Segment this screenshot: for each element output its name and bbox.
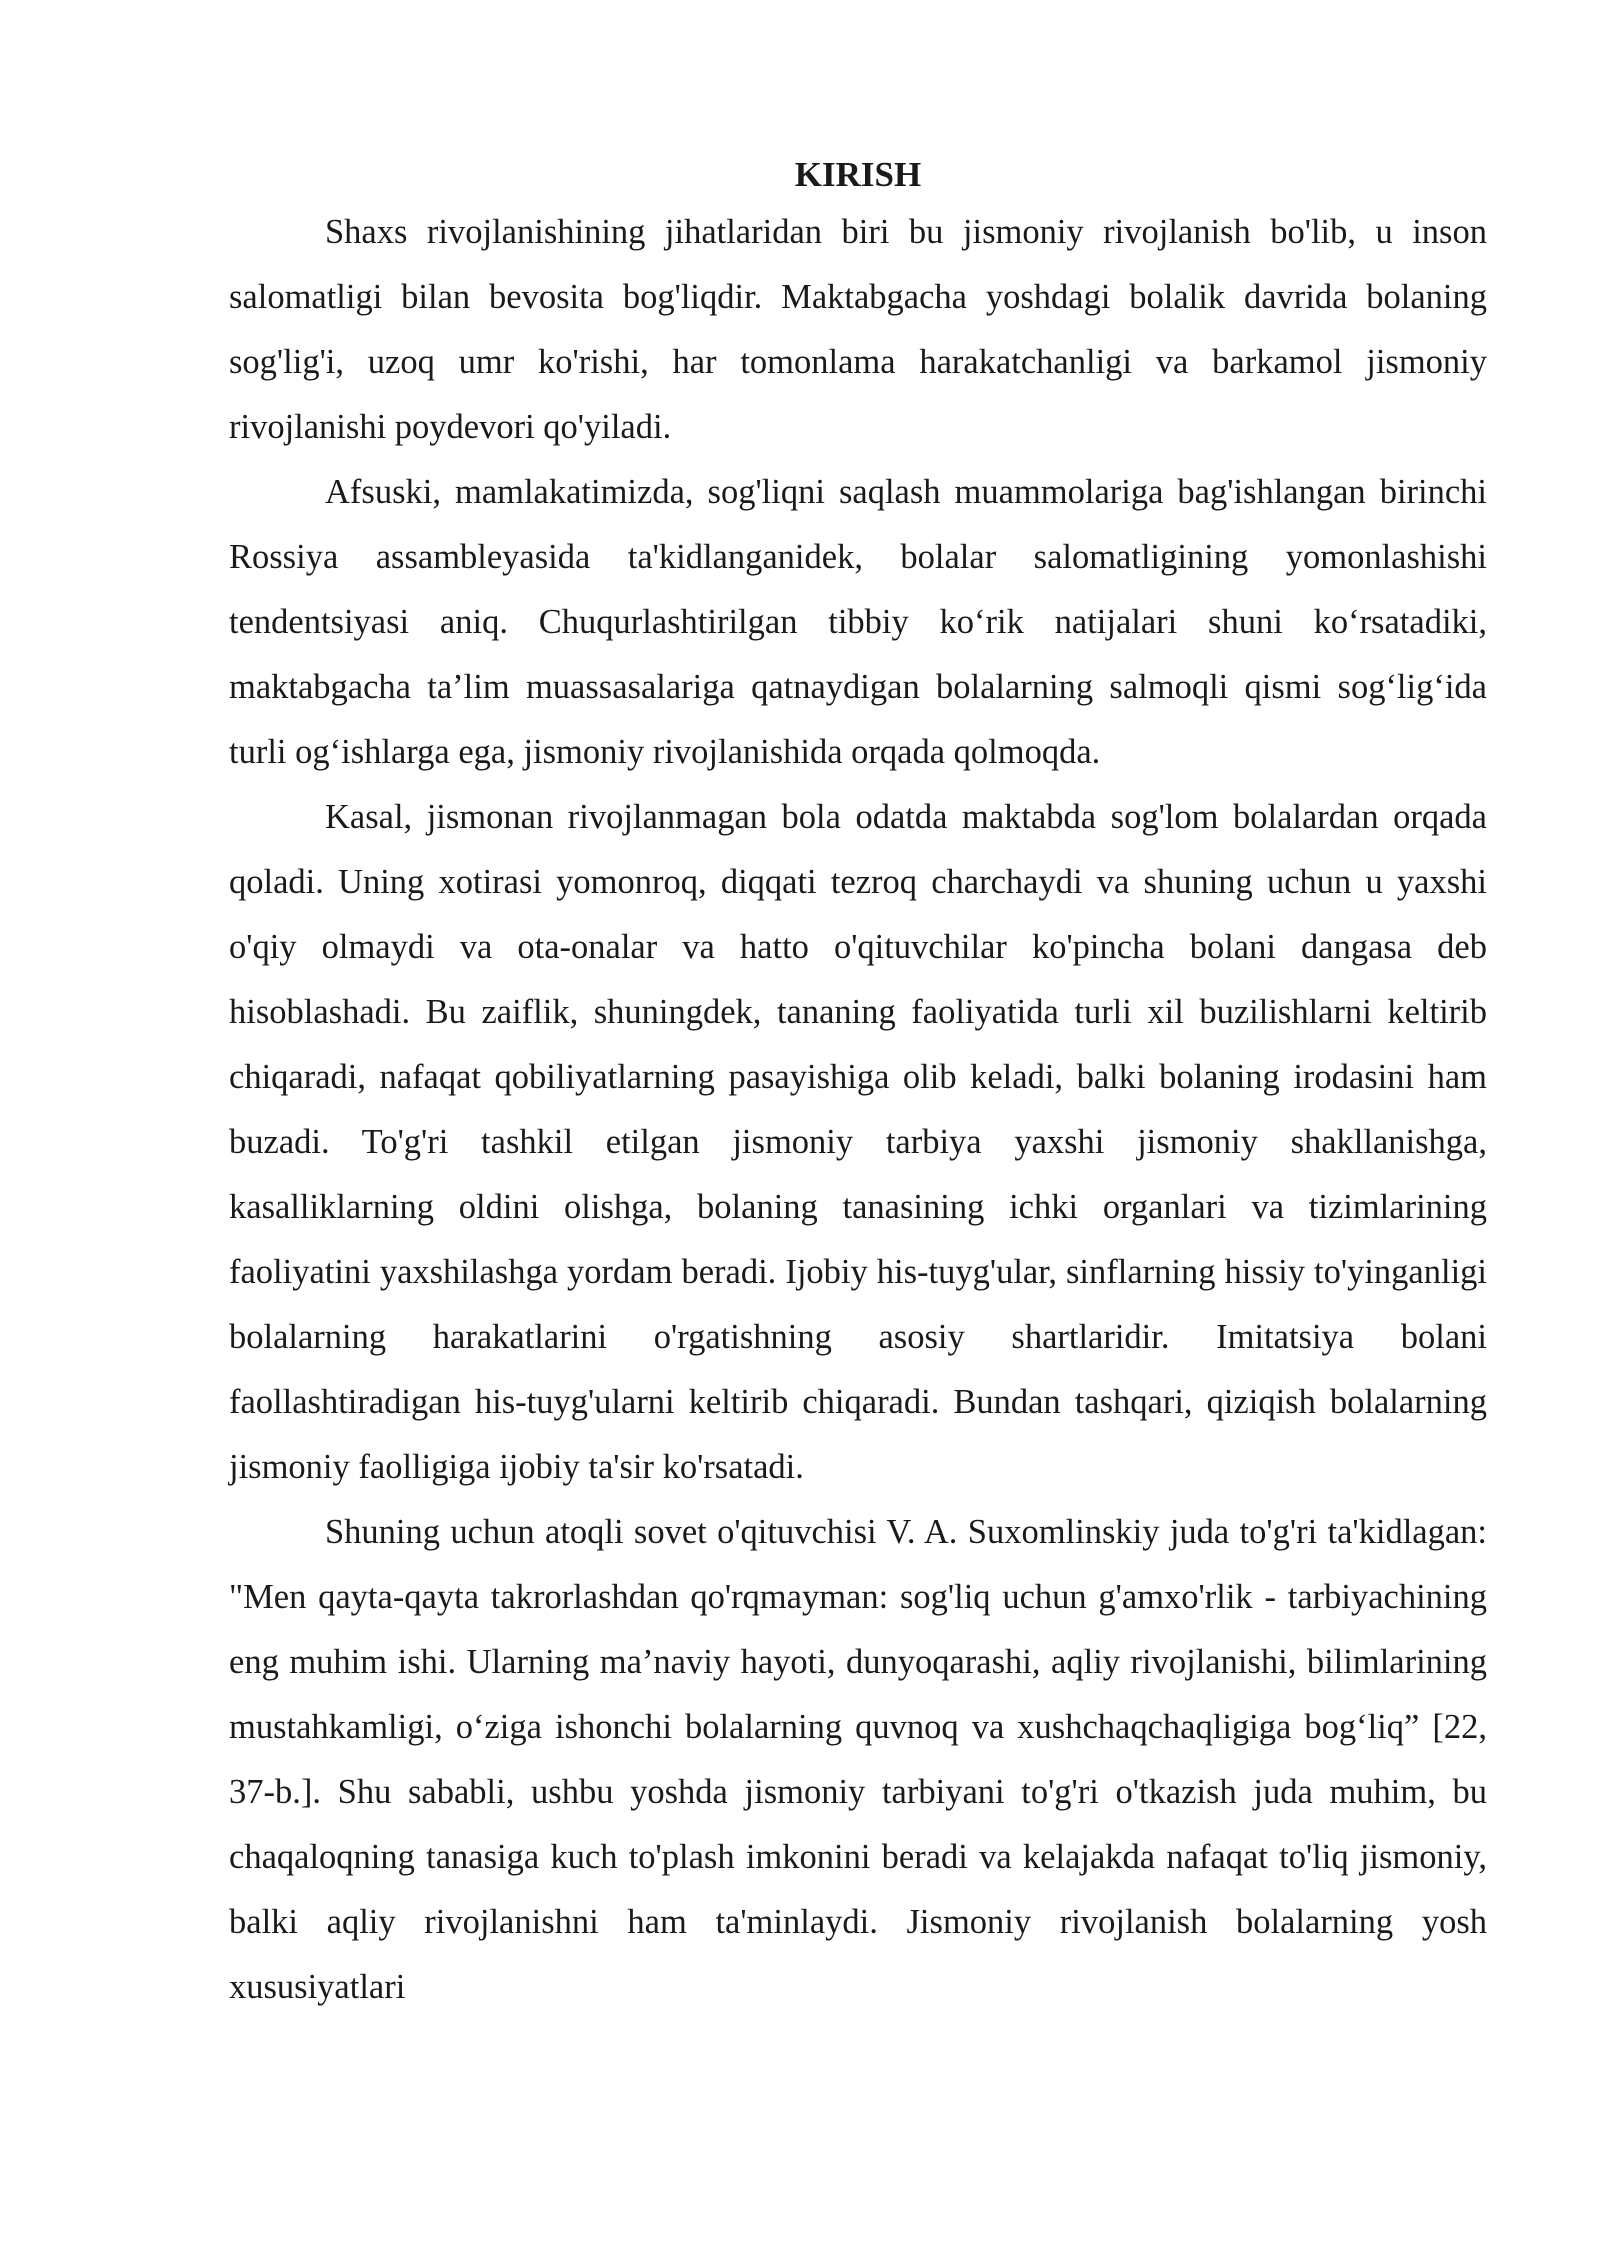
paragraph-2: Afsuski, mamlakatimizda, sog'liqni saqlash muammolariga bag'ishlangan birinchi Rossiya assambleyasida ta'kidlanganidek, bolalar salomatligining yomonlashishi tendentsiyasi aniq. Chuqurlashtirilgan tibbiy ko‘rik natijalari shuni ko‘rsatadiki, maktabgacha ta’lim muassasalariga qatnaydigan bolalarning salmoqli qismi sog‘lig‘ida turli og‘ishlarga ega, jismoniy rivojlanishida orqada qolmoqda. [229, 473, 1487, 771]
paragraph-1: Shaxs rivojlanishining jihatlaridan biri bu jismoniy rivojlanish bo'lib, u inson salomatligi bilan bevosita bog'liqdir. Maktabgacha yoshdagi bolalik davrida bolaning sog'lig'i, uzoq umr ko'rishi, har tomonlama harakatchanligi va barkamol jismoniy rivojlanishi poydevori qo'yiladi. [229, 213, 1487, 446]
paragraph-3: Kasal, jismonan rivojlanmagan bola odatda maktabda sog'lom bolalardan orqada qoladi. Uning xotirasi yomonroq, diqqati tezroq charchaydi va shuning uchun u yaxshi o'qiy olmaydi va ota-onalar va hatto o'qituvchilar ko'pincha bolani dangasa deb hisoblashadi. Bu zaiflik, shuningdek, tananing faoliyatida turli xil buzilishlarni keltirib chiqaradi, nafaqat qobiliyatlarning pasayishiga olib keladi, balki bolaning irodasini ham buzadi. To'g'ri tashkil etilgan jismoniy tarbiya yaxshi jismoniy shakllanishga, kasalliklarning oldini olishga, bolaning tanasining ichki organlari va tizimlarining faoliyatini yaxshilashga yordam beradi. Ijobiy his-tuyg'ular, sinflarning hissiy to'yinganligi bolalarning harakatlarini o'rgatishning asosiy shartlaridir. Imitatsiya bolani faollashtiradigan his-tuyg'ularni keltirib chiqaradi. Bundan tashqari, qiziqish bolalarning jismoniy faolligiga ijobiy ta'sir ko'rsatadi. [229, 798, 1487, 1486]
document-body [229, 150, 1487, 2020]
paragraph-4: Shuning uchun atoqli sovet o'qituvchisi V. A. Suxomlinskiy juda to'g'ri ta'kidlagan: "Men qayta-qayta takrorlashdan qo'rqmayman: sog'liq uchun g'amxo'rlik - tarbiyachining eng muhim ishi. Ularning ma’naviy hayoti, dunyoqarashi, aqliy rivojlanishi, bilimlarining mustahkamligi, o‘ziga ishonchi bolalarning quvnoq va xushchaqchaqligiga bog‘liq” [22, 37-b.]. Shu sababli, ushbu yoshda jismoniy tarbiyani to'g'ri o'tkazish juda muhim, bu chaqaloqning tanasiga kuch to'plash imkonini beradi va kelajakda nafaqat to'liq jismoniy, balki aqliy rivojlanishni ham ta'minlaydi. Jismoniy rivojlanish bolalarning yosh xususiyatlari [229, 1513, 1487, 2006]
page-title: KIRISH [794, 155, 922, 194]
